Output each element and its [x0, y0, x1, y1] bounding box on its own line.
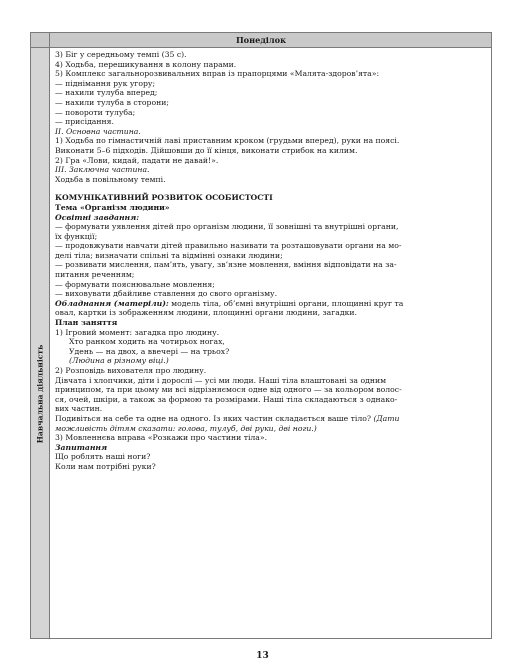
text-line: — продовжувати навчати дітей правильно називати та розташовувати органи на мо-: [55, 241, 402, 251]
day-title: Понеділок: [235, 35, 287, 45]
text-line: Ходьба в повільному темпі.: [55, 174, 166, 184]
text-line: — піднімання рук угору;: [55, 78, 156, 88]
questions-heading: Запитання: [55, 442, 108, 452]
text-line: принципом, та при цьому ми всі відрізняємося одне від одного — за кольором волос-: [55, 385, 402, 395]
text-line: 1) Ходьба по гімнастичній лаві приставним кроком (грудьми вперед), руки на поясі.: [55, 136, 400, 146]
text-line: овал, картки із зображенням людини, площинні органи людини, загадки.: [55, 308, 357, 318]
riddle-line: Хто ранком ходить на чотирьох ногах,: [69, 337, 225, 347]
text-line: 5) Комплекс загальнорозвивальних вправ із прапорцями «Малята-здоров’ята»:: [55, 69, 380, 79]
lesson-topic: Тема «Організм людини»: [55, 202, 170, 212]
question-line: [55, 414, 485, 424]
text-line: Виконати 5–6 підходів. Дійшовши до її кінця, виконати стрибок на килим.: [55, 145, 358, 155]
header-corner-cell: [31, 33, 50, 47]
text-line: 1) Ігровий момент: загадка про людину.: [55, 327, 220, 337]
text-line: 3) Мовленнєва вправа «Розкажи про частини тіла».: [55, 433, 268, 443]
text-line: — нахили тулуба вперед;: [55, 88, 158, 98]
text-line: 4) Ходьба, перешикування в колону парами.: [55, 59, 237, 69]
text-line: — виховувати дбайливе ставлення до свого організму.: [55, 289, 278, 299]
section-heading: ІІІ. Заключна частина.: [55, 165, 150, 175]
text-line: 2) Гра «Лови, кидай, падати не давай!».: [55, 155, 219, 165]
plan-heading: План заняття: [55, 318, 118, 328]
activity-side-column: [31, 48, 50, 638]
hint-line: можливість дітям сказати: голова, тулуб, дві руки, дві ноги.): [55, 423, 317, 433]
text-line: Дівчата і хлопчики, діти і дорослі — усі ми люди. Наші тіла влаштовані за одним: [55, 375, 387, 385]
equipment-text: модель тіла, об’ємні внутрішні органи, площинні круг та: [168, 298, 404, 308]
text-line: Коли нам потрібні руки?: [55, 461, 156, 471]
lesson-plan-table: [30, 32, 492, 639]
text-line: — формувати уявлення дітей про організм людини, її зовнішні та внутрішні органи,: [55, 222, 399, 232]
activity-label: Навчальна діяльність: [35, 344, 45, 444]
text-line: — присідання.: [55, 117, 114, 127]
text-line: 2) Розповідь вихователя про людину.: [55, 366, 207, 375]
equipment-line: [55, 299, 485, 309]
lesson-title: КОМУНІКАТИВНИЙ РОЗВИТОК ОСОБИСТОСТІ: [55, 193, 273, 203]
text-line: делі тіла; визначати спільні та відмінні ознаки людини;: [55, 250, 283, 260]
text-line: вих частин.: [55, 404, 103, 414]
text-line: — повороти тулуба;: [55, 107, 136, 117]
equipment-heading: Обладнання (матеріли):: [55, 298, 169, 308]
page-number: 13: [256, 651, 269, 661]
text-line: — розвивати мислення, пам’ять, увагу, зв’язне мовлення, вміння відповідати на за-: [55, 260, 397, 270]
section-heading: ІІ. Основна частина.: [55, 126, 141, 136]
riddle-line: Удень — на двох, а ввечері — на трьох?: [69, 346, 230, 356]
text-line: 3) Біг у середньому темпі (35 с).: [55, 50, 187, 59]
text-line: Що роблять наші ноги?: [55, 452, 151, 462]
hint-text: (Дати: [373, 413, 400, 423]
question-text: Подивіться на себе та одне на одного. Із яких частин складається ваше тіло?: [55, 413, 374, 423]
goals-heading: Освітні завдання:: [55, 212, 140, 222]
text-line: ся, очей, шкіри, а також за формою та розмірами. Наші тіла складаються з однако-: [55, 394, 398, 404]
text-line: питання реченням;: [55, 270, 135, 280]
text-line: їх функції;: [55, 231, 98, 241]
day-header: [31, 33, 491, 48]
text-line: — нахили тулуба в сторони;: [55, 97, 169, 107]
riddle-answer: (Людина в різному віці.): [69, 356, 169, 366]
lesson-content: [55, 50, 485, 472]
text-line: — формувати пояснювальне мовлення;: [55, 279, 215, 289]
